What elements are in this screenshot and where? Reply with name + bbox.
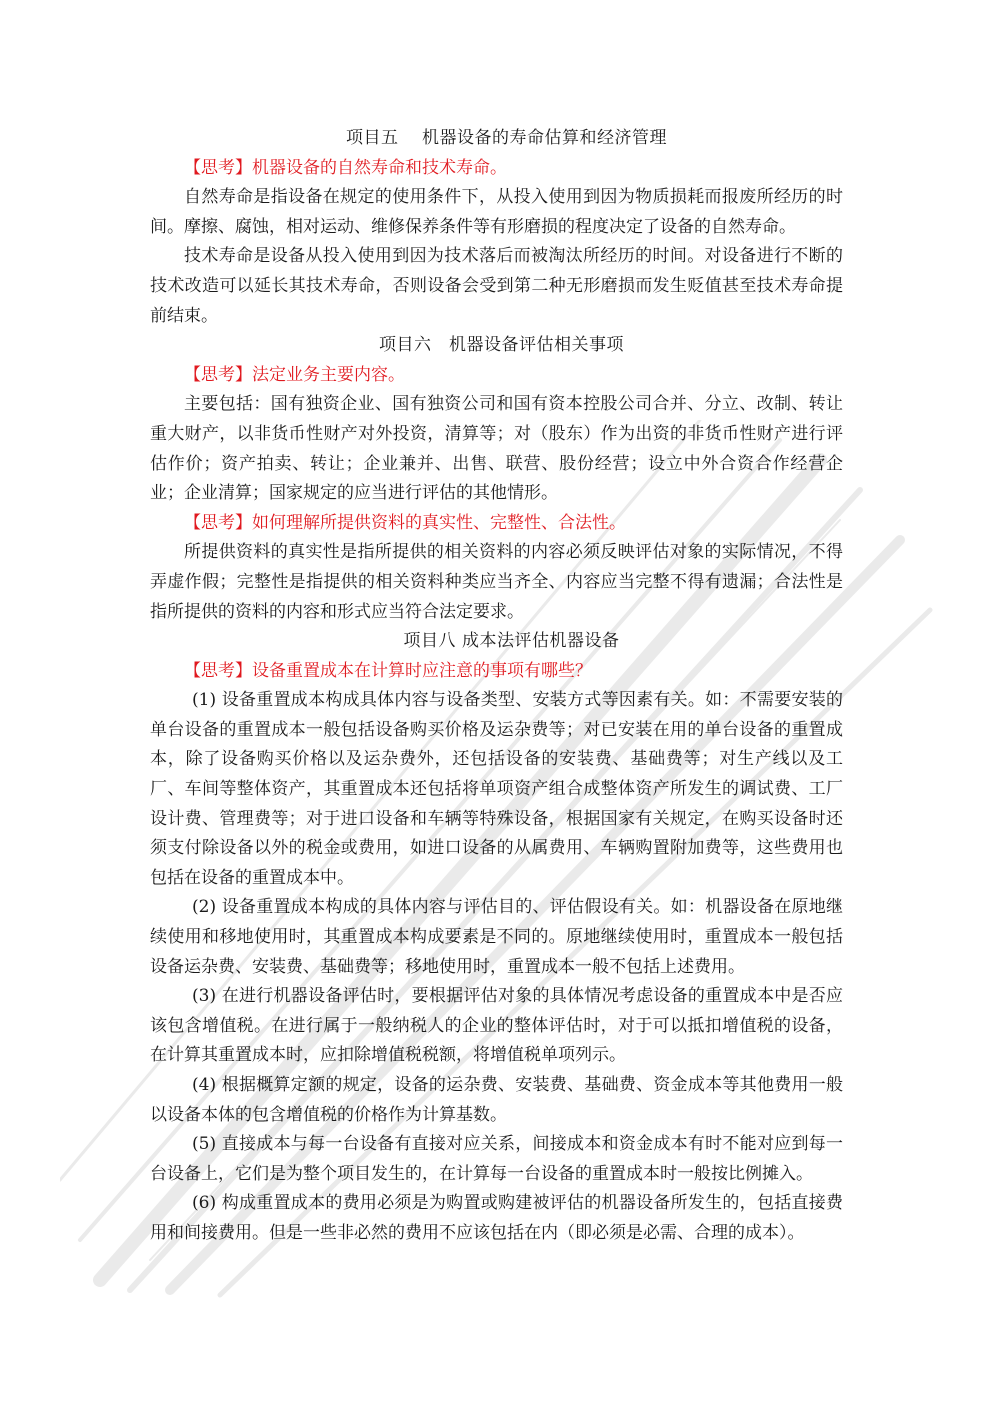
document-page [150, 124, 843, 1249]
paragraph-point-4: (4) 根据概算定额的规定，设备的运杂费、安装费、基础费、资金成本等其他费用一般以设备本体的包含增值税的价格作为计算基数。 [150, 1075, 843, 1125]
paragraph-point-5: (5) 直接成本与每一台设备有直接对应关系，间接成本和资金成本有时不能对应到每一台设备上，它们是为整个项目发生的，在计算每一台设备的重置成本时一般按比例摊入。 [150, 1134, 843, 1184]
paragraph-point-3: (3) 在进行机器设备评估时，要根据评估对象的具体情况考虑设备的重置成本中是否应该包含增值税。在进行属于一般纳税人的企业的整体评估时，对于可以抵扣增值税的设备，在计算其重置成本时，应扣除增值税税额，将增值税单项列示。 [150, 986, 843, 1066]
paragraph-point-6: (6) 构成重置成本的费用必须是为购置或购建被评估的机器设备所发生的，包括直接费用和间接费用。但是一些非必然的费用不应该包括在内（即必须是必需、合理的成本）。 [150, 1193, 843, 1243]
paragraph-statutory-content: 主要包括：国有独资企业、国有独资公司和国有资本控股公司合并、分立、改制、转让重大财产，以非货币性财产对外投资，清算等；对（股东）作为出资的非货币性财产进行评估作价；资产拍卖、转让；企业兼并、出售、联营、股份经营；设立中外合资合作经营企业；企业清算；国家规定的应当进行评估的其他情形。 [150, 394, 843, 504]
think-prompt-materials: 【思考】如何理解所提供资料的真实性、完整性、合法性。 [184, 512, 626, 533]
think-prompt-lifespan: 【思考】机器设备的自然寿命和技术寿命。 [184, 157, 507, 178]
section-five-title: 项目五 机器设备的寿命估算和经济管理 [346, 128, 667, 148]
section-eight-title: 项目八 成本法评估机器设备 [403, 631, 620, 652]
think-prompt-replacement-cost: 【思考】设备重置成本在计算时应注意的事项有哪些？ [184, 660, 592, 681]
paragraph-point-1: (1) 设备重置成本构成具体内容与设备类型、安装方式等因素有关。如：不需要安装的单台设备的重置成本一般包括设备购买价格及运杂费等；对已安装在用的单台设备的重置成本，除了设备购买价格以及运杂费外，还包括设备的安装费、基础费等；对生产线以及工厂、车间等整体资产，其重置成本还包括将单项资产组合成整体资产所发生的调试费、工厂设计费、管理费等；对于进口设备和车辆等特殊设备，根据国家有关规定，在购买设备时还须支付除设备以外的税金或费用，如进口设备的从属费用、车辆购置附加费等，这些费用也包括在设备的重置成本中。 [150, 690, 843, 888]
paragraph-point-2: (2) 设备重置成本构成的具体内容与评估目的、评估假设有关。如：机器设备在原地继续使用和移地使用时，其重置成本构成要素是不同的。原地继续使用时，重置成本一般包括设备运杂费、安装费、基础费等；移地使用时，重置成本一般不包括上述费用。 [150, 897, 843, 977]
section-six-title: 项目六 机器设备评估相关事项 [379, 335, 624, 356]
think-prompt-statutory: 【思考】法定业务主要内容。 [184, 364, 405, 385]
paragraph-technical-life: 技术寿命是设备从投入使用到因为技术落后而被淘汰所经历的时间。对设备进行不断的技术改造可以延长其技术寿命，否则设备会受到第二种无形磨损而发生贬值甚至技术寿命提前结束。 [150, 246, 843, 326]
paragraph-natural-life: 自然寿命是指设备在规定的使用条件下，从投入使用到因为物质损耗而报废所经历的时间。摩擦、腐蚀，相对运动、维修保养条件等有形磨损的程度决定了设备的自然寿命。 [150, 187, 843, 237]
paragraph-materials-validity: 所提供资料的真实性是指所提供的相关资料的内容必须反映评估对象的实际情况，不得弄虚作假；完整性是指提供的相关资料种类应当齐全、内容应当完整不得有遗漏；合法性是指所提供的资料的内容和形式应当符合法定要求。 [150, 542, 843, 622]
